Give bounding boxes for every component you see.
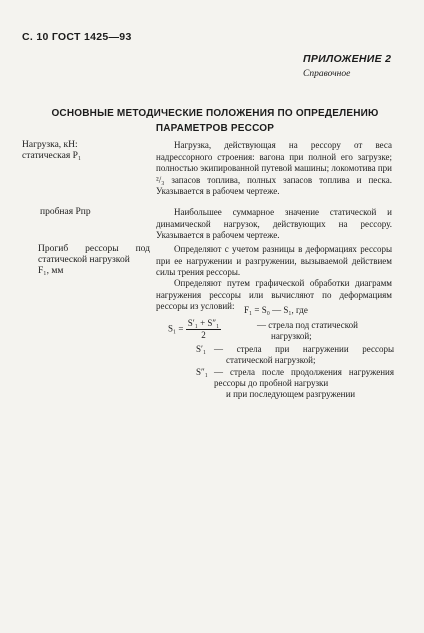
definition-deflection-method: Определяют путем графической обработки диаграмм нагружения рессоры или вычисляют по деформациям рессоры из условий:: [156, 278, 392, 312]
formula-s1-numerator: S′₁ + S″₁: [187, 318, 220, 328]
term-load-heading: Нагрузка, кН:: [22, 140, 78, 150]
formula-sprime-symbol: S′₁: [196, 344, 207, 354]
definition-static-load: Нагрузка, действующая на рессору от веса надрессорного строения: вагона при полной его загрузке; полностью экипированной путевой машины; локомотива при ²/₃ запасов топлива, полных запасов топлива и песка. Указывается в рабочем чертеже.: [156, 140, 392, 197]
formula-sprime-desc: [214, 344, 394, 366]
term-deflection-label: Прогиб рессоры под статической нагрузкой: [38, 244, 150, 265]
formula-sprime-line1: — стрела при нагружении рессоры: [214, 344, 394, 354]
term-deflection-symbol: F₁, мм: [38, 266, 64, 276]
definition-deflection: Определяют с учетом разницы в деформациях рессоры при ее нагружении и разгружении, вызываемой действием силы трения рессоры.: [156, 244, 392, 278]
page-code: С. 10 ГОСТ 1425—93: [22, 31, 132, 43]
formula-s1-denominator: 2: [201, 330, 206, 340]
formula-s1-desc-line1: — стрела под статической: [257, 320, 358, 330]
formula-main: F₁ = S₀ — S₁, где: [244, 305, 308, 315]
title-line-1: ОСНОВНЫЕ МЕТОДИЧЕСКИЕ ПОЛОЖЕНИЯ ПО ОПРЕДЕЛЕНИЮ: [51, 108, 379, 119]
appendix-label: ПРИЛОЖЕНИЕ 2: [303, 53, 392, 65]
formula-s1-desc-line2: нагрузкой;: [271, 331, 312, 341]
title-line-2: ПАРАМЕТРОВ РЕССОР: [155, 123, 275, 134]
formula-sdouble-symbol: S″₁: [196, 367, 208, 377]
term-deflection: [38, 244, 150, 277]
definition-proof-load: Наибольшее суммарное значение статической и динамической нагрузок, действующих на рессору. Указывается в рабочем чертеже.: [156, 207, 392, 241]
document-title: [30, 106, 400, 136]
term-load-static: [22, 140, 132, 162]
appendix-type: Справочное: [303, 69, 351, 79]
formula-sdouble-line1: — стрела после продолжения нагружения рессоры до пробной нагрузки: [214, 367, 394, 388]
formula-sdouble-line2: и при последующем разгружении: [226, 389, 356, 399]
formula-sdouble-desc: [214, 367, 394, 400]
term-static-load: статическая P₁: [22, 151, 82, 161]
formula-s1-lhs: S₁ =: [168, 323, 184, 334]
formula-sprime-line2: статической нагрузкой;: [226, 355, 316, 365]
term-proof-load: пробная Pпр: [40, 207, 91, 217]
formula-s1-fraction: [186, 318, 222, 341]
formula-s1-desc: [257, 320, 393, 342]
